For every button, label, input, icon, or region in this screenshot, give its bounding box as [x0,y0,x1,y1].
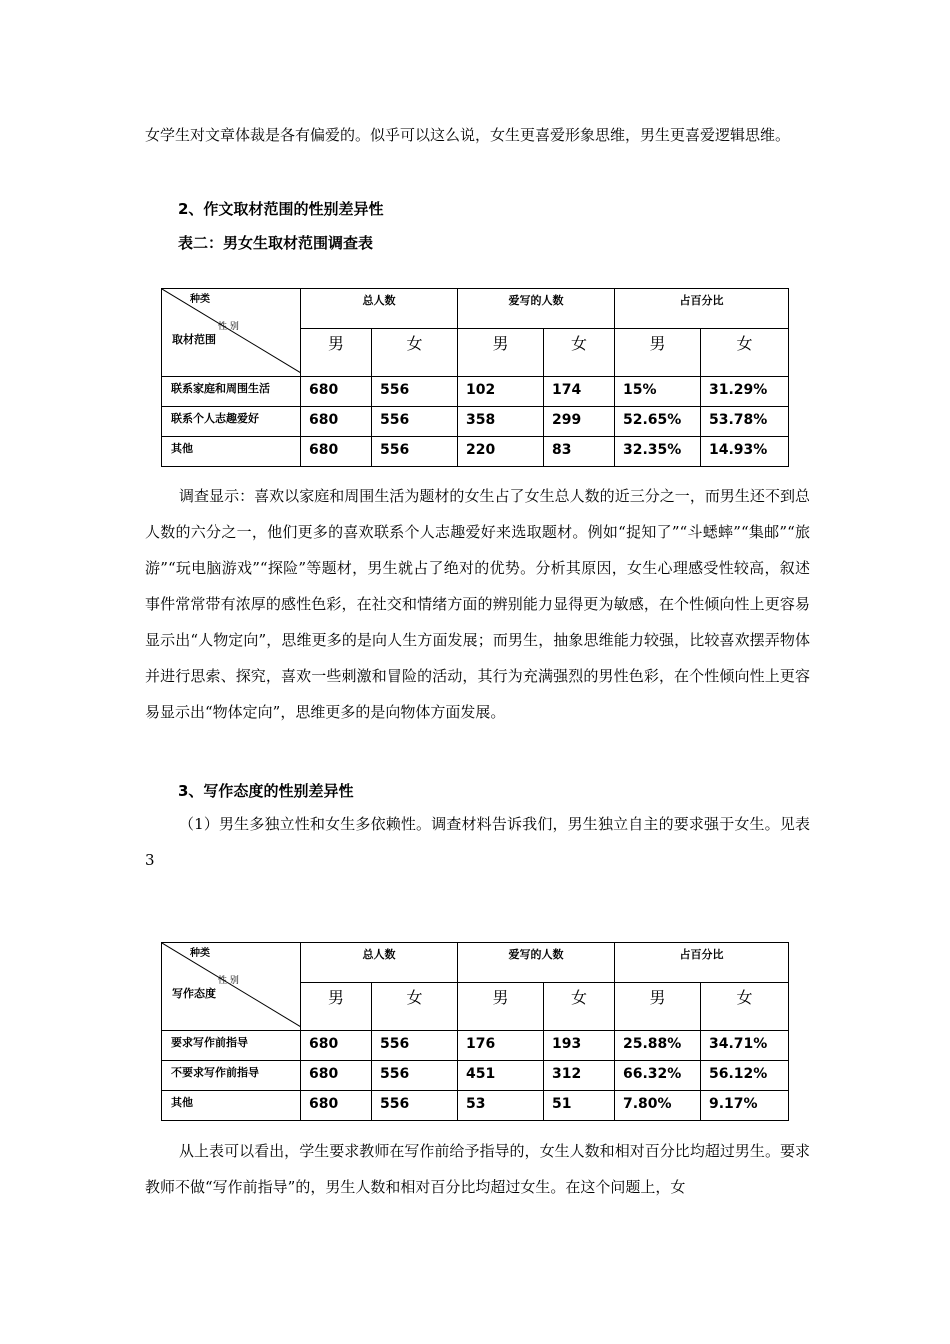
table-row [162,1061,789,1091]
sub-header-male: 男 [301,983,372,1031]
header-total: 总人数 [301,289,458,329]
row-label: 其他 [162,1091,301,1121]
table-row [162,1091,789,1121]
header-like-writing: 爱写的人数 [458,289,615,329]
header-percentage: 占百分比 [615,943,789,983]
table-row [162,1031,789,1061]
cell: 451 [458,1061,544,1091]
table-corner-cell [162,289,301,377]
cell: 680 [301,1061,372,1091]
sub-header-female: 女 [372,329,458,377]
sub-header-male: 男 [615,983,701,1031]
cell: 299 [544,407,615,437]
cell: 174 [544,377,615,407]
cell: 52.65% [615,407,701,437]
material-scope-table [161,288,789,467]
corner-row-label: 取材范围 [172,333,216,346]
sub-header-female: 女 [544,983,615,1031]
cell: 556 [372,1031,458,1061]
cell: 83 [544,437,615,467]
header-like-writing: 爱写的人数 [458,943,615,983]
cell: 32.35% [615,437,701,467]
cell: 556 [372,1091,458,1121]
paragraph-1: 女学生对文章体裁是各有偏爱的。似乎可以这么说，女生更喜爱形象思维，男生更喜爱逻辑思维。 [145,126,791,144]
cell: 51 [544,1091,615,1121]
section-heading-3: 3、写作态度的性别差异性 [178,782,354,800]
table-row [162,407,789,437]
cell: 556 [372,377,458,407]
cell: 25.88% [615,1031,701,1061]
cell: 66.32% [615,1061,701,1091]
row-label: 其他 [162,437,301,467]
row-label: 联系家庭和周围生活 [162,377,301,407]
cell: 220 [458,437,544,467]
table-row [162,437,789,467]
cell: 556 [372,407,458,437]
sub-header-female: 女 [372,983,458,1031]
cell: 53 [458,1091,544,1121]
paragraph-4: 从上表可以看出，学生要求教师在写作前给予指导的，女生人数和相对百分比均超过男生。要求教师不做“写作前指导”的，男生人数和相对百分比均超过女生。在这个问题上，女 [145,1142,810,1196]
cell: 34.71% [701,1031,789,1061]
corner-kind-label: 种类 [190,948,210,959]
table-corner-cell [162,943,301,1031]
cell: 680 [301,437,372,467]
table-caption-2: 表二：男女生取材范围调查表 [178,234,374,252]
corner-row-label: 写作态度 [172,987,216,1000]
header-percentage: 占百分比 [615,289,789,329]
corner-kind-label: 种类 [190,294,210,305]
section-heading-2: 2、作文取材范围的性别差异性 [178,200,384,218]
cell: 176 [458,1031,544,1061]
cell: 358 [458,407,544,437]
sub-header-male: 男 [301,329,372,377]
cell: 102 [458,377,544,407]
cell: 556 [372,437,458,467]
cell: 7.80% [615,1091,701,1121]
paragraph-2: 调查显示：喜欢以家庭和周围生活为题材的女生占了女生总人数的近三分之一，而男生还不到总人数的六分之一，他们更多的喜欢联系个人志趣爱好来选取题材。例如“捉知了”“斗蟋蟀”“集邮”“旅游”“玩电脑游戏”“探险”等题材，男生就占了绝对的优势。分析其原因，女生心理感受性较高，叙述事件常常带有浓厚的感性色彩，在社交和情绪方面的辨别能力显得更为敏感，在个性倾向性上更容易显示出“人物定向”，思维更多的是向人生方面发展；而男生，抽象思维能力较强，比较喜欢摆弄物体并进行思索、探究，喜欢一些刺激和冒险的活动，其行为充满强烈的男性色彩，在个性倾向性上更容易显示出“物体定向”，思维更多的是向物体方面发展。 [145,487,810,721]
sub-header-female: 女 [701,329,789,377]
sub-header-male: 男 [458,329,544,377]
header-total: 总人数 [301,943,458,983]
row-label: 要求写作前指导 [162,1031,301,1061]
writing-attitude-table [161,942,789,1121]
cell: 312 [544,1061,615,1091]
cell: 680 [301,1031,372,1061]
cell: 14.93% [701,437,789,467]
sub-header-female: 女 [701,983,789,1031]
sub-header-female: 女 [544,329,615,377]
table-row [162,377,789,407]
corner-gender-label: 性 别 [218,322,239,332]
cell: 56.12% [701,1061,789,1091]
cell: 31.29% [701,377,789,407]
paragraph-3: （1）男生多独立性和女生多依赖性。调查材料告诉我们，男生独立自主的要求强于女生。见表 3 [145,815,810,869]
cell: 193 [544,1031,615,1061]
cell: 680 [301,407,372,437]
cell: 53.78% [701,407,789,437]
row-label: 不要求写作前指导 [162,1061,301,1091]
cell: 15% [615,377,701,407]
cell: 680 [301,1091,372,1121]
cell: 556 [372,1061,458,1091]
sub-header-male: 男 [615,329,701,377]
corner-gender-label: 性 别 [218,976,239,986]
cell: 680 [301,377,372,407]
cell: 9.17% [701,1091,789,1121]
row-label: 联系个人志趣爱好 [162,407,301,437]
sub-header-male: 男 [458,983,544,1031]
